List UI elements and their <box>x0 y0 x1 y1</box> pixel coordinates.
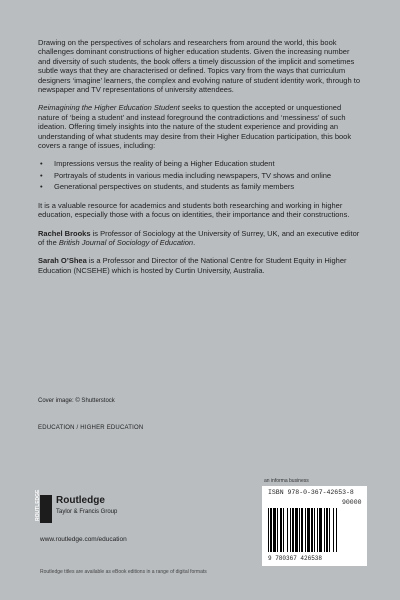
barcode-panel <box>262 486 367 566</box>
author-name: Rachel Brooks <box>38 228 91 238</box>
ebook-note: Routledge titles are available as eBook editions in a range of digital formats <box>40 569 207 575</box>
logo-letters: ROUTLEDGE <box>35 489 41 521</box>
author-bio-oshea <box>38 256 364 275</box>
resource-paragraph: It is a valuable resource for academics and students both researching and working in higher education, especially those with a focus on identities, their importance and their constructions. <box>38 200 350 220</box>
publisher-group: Taylor & Francis Group <box>56 509 118 515</box>
publisher-url[interactable]: www.routledge.com/education <box>40 536 127 543</box>
publisher-name: Routledge <box>56 495 105 506</box>
isbn-text: ISBN 978-0-367-42653-8 <box>268 489 354 496</box>
list-item: • Portrayals of students in various media including newspapers, TV shows and online <box>38 171 364 180</box>
list-item: • Generational perspectives on students, and students as family members <box>38 182 364 191</box>
subject-category: EDUCATION / HIGHER EDUCATION <box>38 425 144 431</box>
author-bio-text: is a Professor and Director of the National Centre for Student Equity in Higher Education (NCSEHE) which is hosted by Curtin University, Australia. <box>38 256 347 275</box>
author-name: Sarah O’Shea <box>38 256 87 266</box>
list-item: • Impressions versus the reality of being a Higher Education student <box>38 159 364 168</box>
barcode-icon <box>268 508 361 552</box>
journal-title: British Journal of Sociology of Education <box>58 237 194 247</box>
informa-tagline: an informa business <box>264 478 309 484</box>
routledge-logo-icon <box>35 489 52 523</box>
barcode-number: 9 780367 426538 <box>268 555 323 562</box>
back-cover-text <box>38 38 364 284</box>
topics-list <box>38 159 364 191</box>
aims-text: seeks to question the accepted or unquestioned nature of ‘being a student’ and instead foreground the contradictions and ‘messiness’ of such ideation. Offering timely insights into the nature of the student experience and providing an understanding of what students may desire from their Higher Education participation, this book covers a range of issues, including: <box>38 103 352 151</box>
book-title: Reimagining the Higher Education Student <box>38 103 180 113</box>
intro-paragraph: Drawing on the perspectives of scholars and researchers from around the world, this book challenges dominant constructions of higher education students. Given the increasing number and diversity of such students, the book offers a timely discussion of the implicit and sometimes subtle ways that they are characterised or defined. Topics vary from the ways that curriculum designers ‘imagine’ learners, the complex and evolving nature of student identity work, through to newspaper and TV representations of university attendees. <box>38 38 360 95</box>
author-bio-brooks <box>38 229 364 248</box>
author-bio-text: is Professor of Sociology at the University of Surrey, UK, and an executive editor of the <box>38 228 360 247</box>
cover-image-credit: Cover image: © Shutterstock <box>38 398 115 404</box>
author-bio-end: . <box>193 237 196 247</box>
price-addon: 90000 <box>342 499 362 506</box>
aims-paragraph <box>38 103 364 150</box>
